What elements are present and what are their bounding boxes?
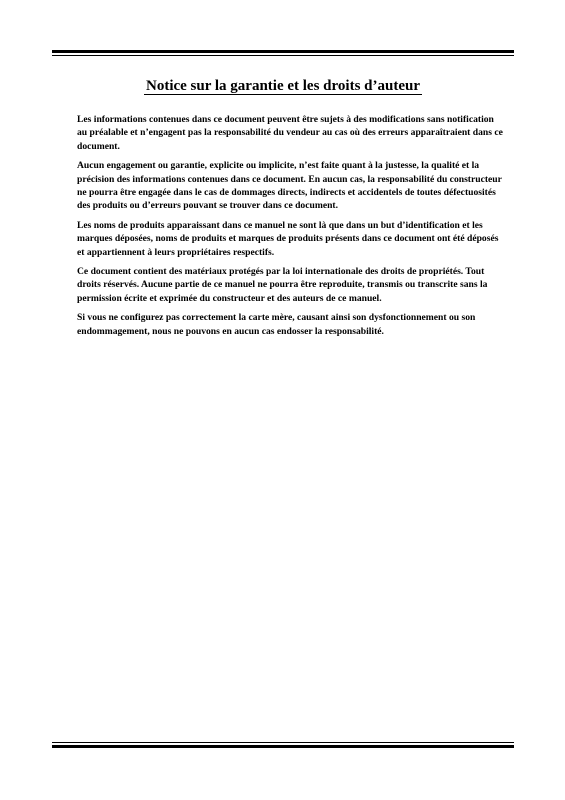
top-rule-thick [52,50,514,53]
page-title-text: Notice sur la garantie et les droits d’auteur [146,78,420,94]
paragraph-no-warranty: Aucun engagement ou garantie, explicite ou implicite, n’est faite quant à la justesse, la qualité et la précision des informations contenues dans ce document. En aucun cas, la responsabilité du constructeur ne pourra être engagée dans le cas de dommages directs, indirects et accidentels de toutes défectuosités des produits ou d’erreurs pouvant se trouver dans ce document. [77,160,502,212]
paragraph-modifications: Les informations contenues dans ce document peuvent être sujets à des modifications sans notification au préalable et n’engagent pas la responsabilité du vendeur au cas où des erreurs apparaîtraient dans ce document. [77,114,503,152]
bottom-rule-thin [52,742,514,743]
page-title [52,77,514,95]
top-double-rule [52,50,514,58]
paragraph-trademarks: Les noms de produits apparaissant dans ce manuel ne sont là que dans un but d’identification et les marques déposées, noms de produits et marques de produits présents dans ce document ont été déposés et appartiennent à leurs propriétaires respectifs. [77,219,499,258]
paragraph-copyright: Ce document contient des matériaux protégés par la loi internationale des droits de propriétés. Tout droits réservés. Aucune partie de ce manuel ne pourra être reproduite, transmis ou transcrite sans la permission écrite et exprimée du constructeur et des auteurs de ce manuel. [77,266,488,304]
paragraph-liability: Si vous ne configurez pas correctement la carte mère, causant ainsi son dysfonctionnement ou son endommagement, nous ne pouvons en aucun cas endosser la responsabilité. [77,312,476,337]
notice-body [77,113,503,344]
bottom-rule-thick [52,745,514,748]
top-rule-thin [52,55,514,56]
bottom-double-rule [52,742,514,750]
